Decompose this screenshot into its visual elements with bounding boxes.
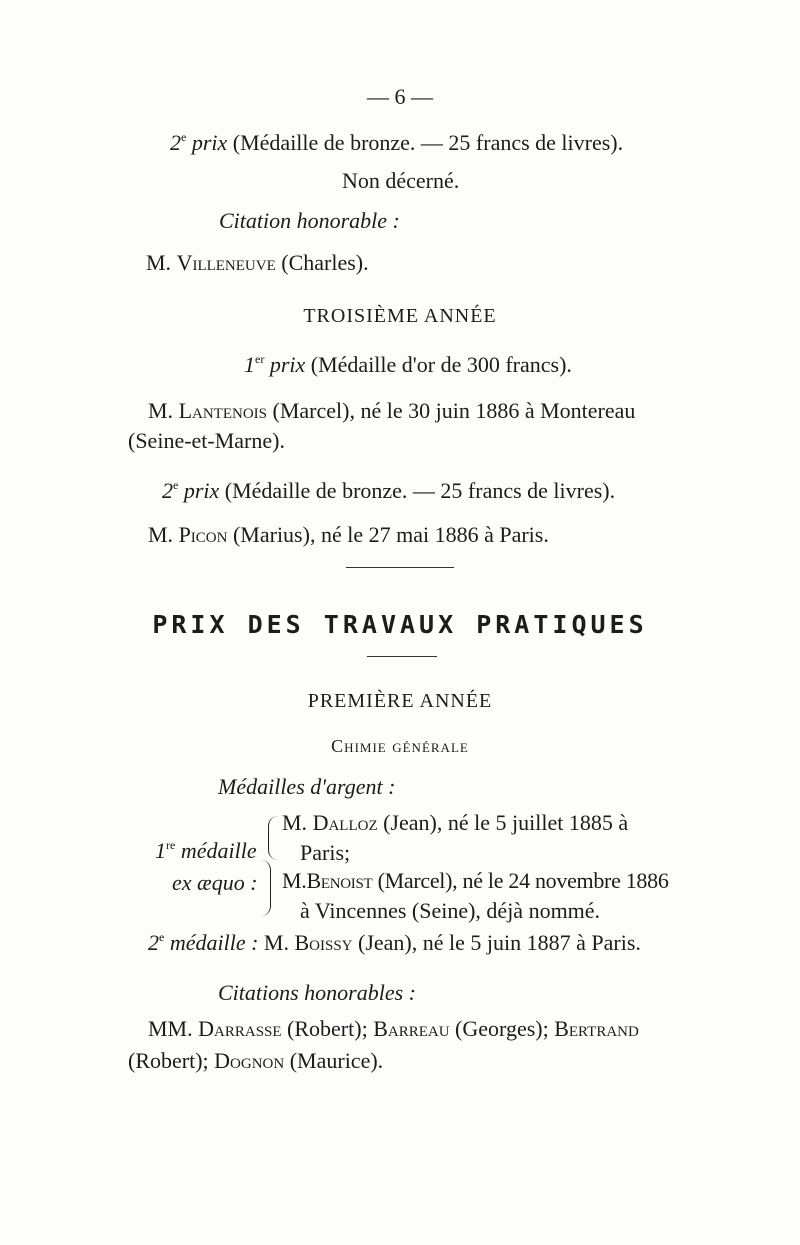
- section-heading-troisieme: TROISIÈME ANNÉE: [303, 305, 497, 327]
- medals-label: Médailles d'argent :: [218, 774, 396, 799]
- first-medal-label: 1re médaille: [155, 838, 257, 863]
- year-heading: PREMIÈRE ANNÉE: [307, 690, 493, 712]
- page-number: — 6 —: [367, 84, 433, 109]
- citation-entry: M. Villeneuve (Charles).: [146, 250, 369, 275]
- brace-lower: [260, 860, 271, 916]
- citations-line-2: (Robert); Dognon (Maurice).: [128, 1048, 384, 1073]
- first-prize-line: 1er prix (Médaille d'or de 300 francs).: [244, 352, 572, 377]
- prize-line: [170, 130, 623, 156]
- citations-label: Citations honorables :: [218, 980, 417, 1005]
- first-prize-winner-cont: (Seine-et-Marne).: [128, 428, 285, 453]
- section-heading-travaux: PRIX DES TRAVAUX PRATIQUES: [152, 610, 648, 639]
- ex-aequo-label: ex æquo :: [172, 870, 258, 895]
- second-prize-line: 2e prix (Médaille de bronze. — 25 francs de livres).: [162, 478, 616, 503]
- citation-label: Citation honorable :: [219, 208, 400, 233]
- prize-description: (Médaille de bronze. — 25 francs de livres).: [232, 130, 624, 155]
- subject-heading: Chimie générale: [331, 736, 469, 756]
- second-prize-winner: M. Picon (Marius), né le 27 mai 1886 à Paris.: [148, 522, 549, 547]
- prize-rank: 2e prix: [170, 130, 228, 155]
- not-awarded-text: Non décerné.: [342, 168, 460, 193]
- winner-dalloz: M. Dalloz (Jean), né le 5 juillet 1885 à: [282, 810, 629, 835]
- divider-rule: [346, 567, 454, 568]
- second-medal-line: 2e médaille : M. Boissy (Jean), né le 5 juin 1887 à Paris.: [148, 930, 641, 955]
- first-prize-winner: M. Lantenois (Marcel), né le 30 juin 1886 à Montereau: [148, 398, 636, 423]
- winner-benoist: M.Benoist (Marcel), né le 24 novembre 1886: [282, 868, 669, 893]
- citations-line-1: MM. Darrasse (Robert); Barreau (Georges); Bertrand: [148, 1016, 639, 1041]
- winner-dalloz-cont: Paris;: [300, 840, 351, 865]
- divider-rule-short: [367, 656, 437, 657]
- brace-upper: [268, 816, 279, 860]
- winner-benoist-cont: à Vincennes (Seine), déjà nommé.: [300, 898, 601, 923]
